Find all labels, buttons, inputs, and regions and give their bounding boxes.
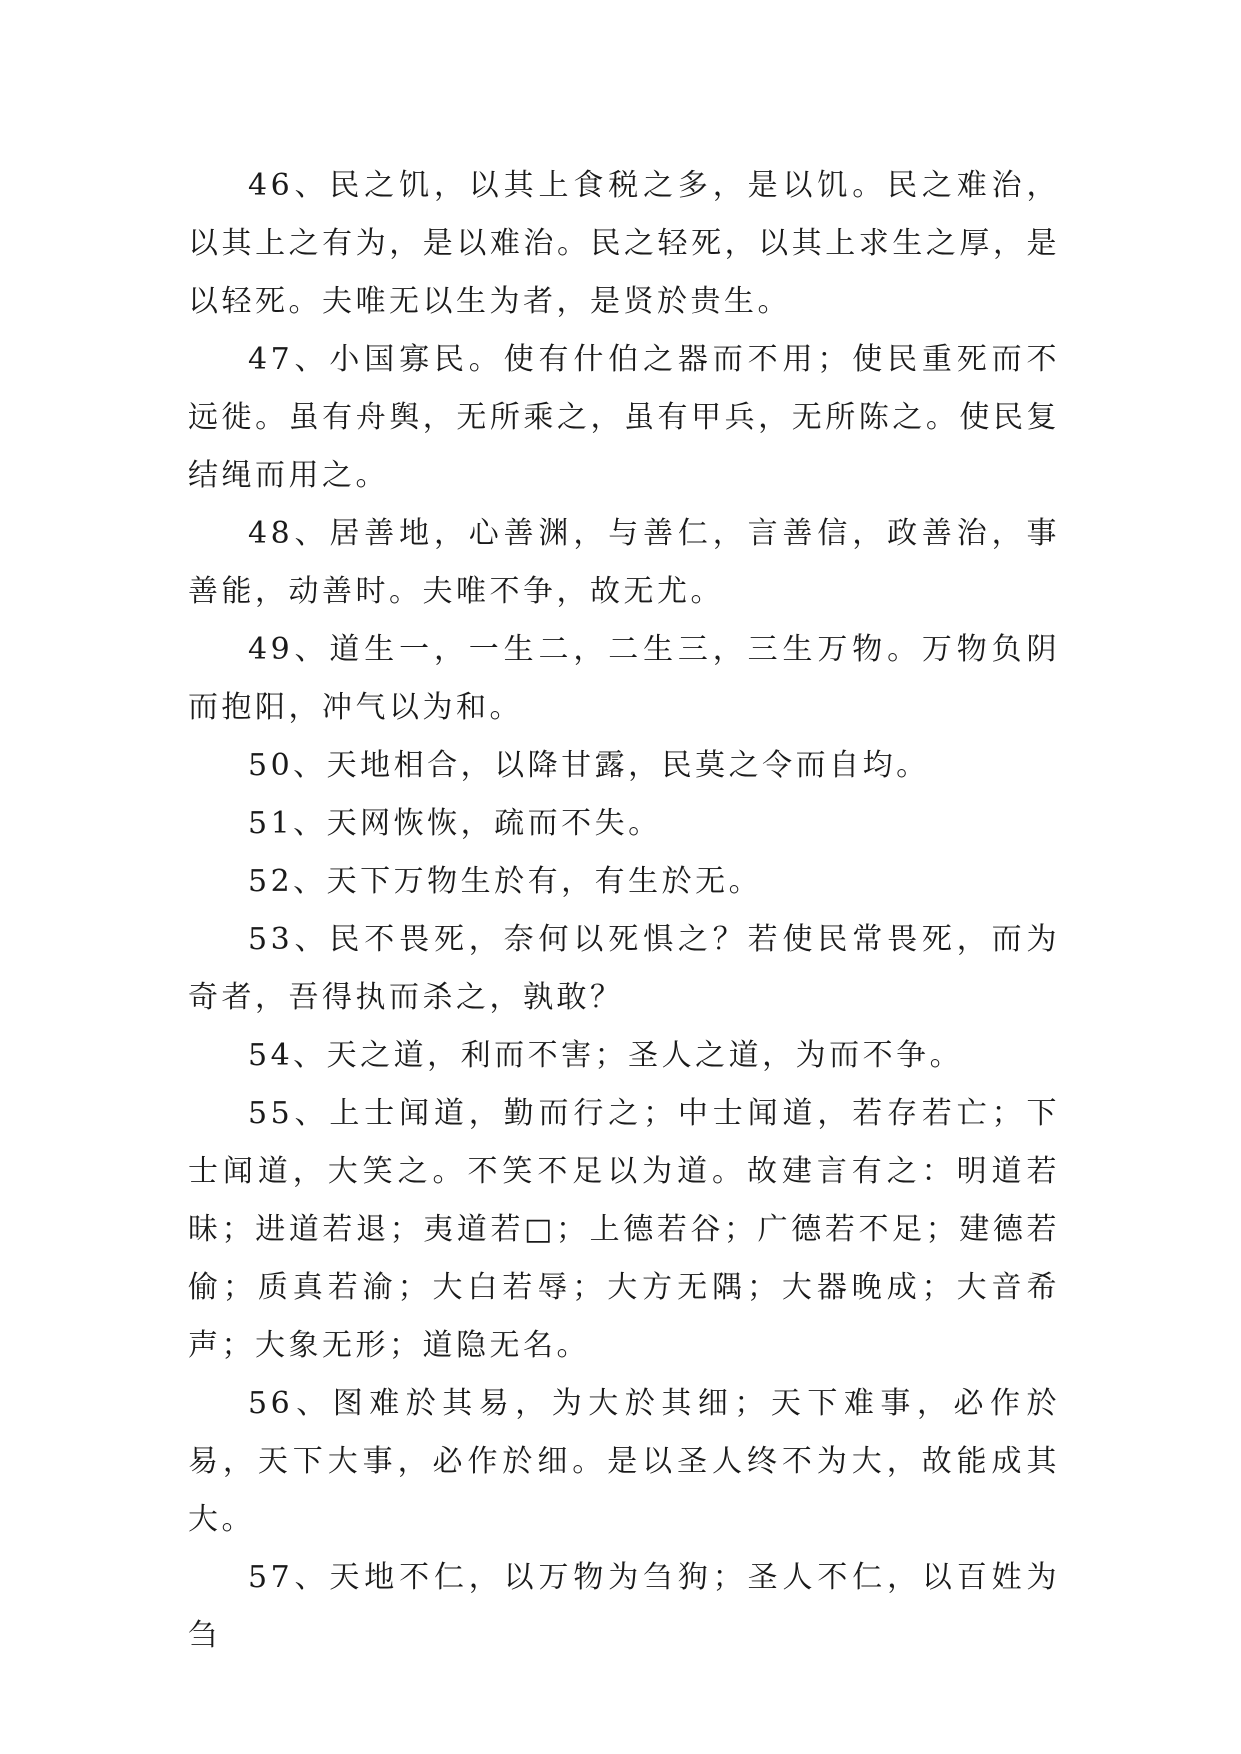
paragraph-53: 53、民不畏死，奈何以死惧之？若使民常畏死，而为奇者，吾得执而杀之，孰敢？ — [188, 922, 1060, 1015]
paragraph-49: 49、道生一，一生二，二生三，三生万物。万物负阴而抱阳，冲气以为和。 — [188, 632, 1060, 725]
paragraph-48: 48、居善地，心善渊，与善仁，言善信，政善治，事善能，动善时。夫唯不争，故无尤。 — [188, 516, 1060, 609]
paragraph-54: 54、天之道，利而不害；圣人之道，为而不争。 — [248, 1038, 964, 1073]
paragraph-52: 52、天下万物生於有，有生於无。 — [248, 864, 763, 899]
paragraph-57: 57、天地不仁，以万物为刍狗；圣人不仁，以百姓为刍 — [188, 1560, 1060, 1653]
document-body — [188, 157, 1060, 1665]
paragraph-51: 51、天网恢恢，疏而不失。 — [248, 806, 662, 841]
paragraph-46: 46、民之饥，以其上食税之多，是以饥。民之难治，以其上之有为，是以难治。民之轻死，以其上求生之厚，是以轻死。夫唯无以生为者，是贤於贵生。 — [188, 168, 1060, 319]
paragraph-47: 47、小国寡民。使有什伯之器而不用；使民重死而不远徙。虽有舟舆，无所乘之，虽有甲兵，无所陈之。使民复结绳而用之。 — [188, 342, 1060, 493]
paragraph-55: 55、上士闻道，勤而行之；中士闻道，若存若亡；下士闻道，大笑之。不笑不足以为道。故建言有之：明道若昧；进道若退；夷道若□；上德若谷；广德若不足；建德若偷；质真若渝；大白若辱；大方无隅；大器晚成；大音希声；大象无形；道隐无名。 — [188, 1096, 1060, 1363]
paragraph-56: 56、图难於其易，为大於其细；天下难事，必作於易，天下大事，必作於细。是以圣人终不为大，故能成其大。 — [188, 1386, 1060, 1537]
paragraph-50: 50、天地相合，以降甘露，民莫之令而自均。 — [248, 748, 930, 783]
